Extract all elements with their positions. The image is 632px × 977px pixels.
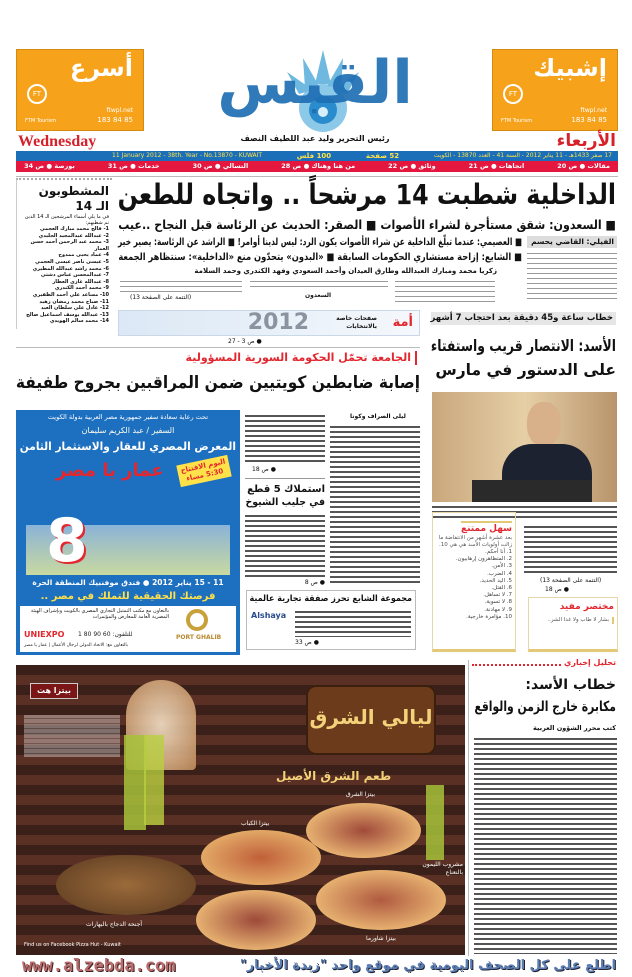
expo-patron: تحت رعاية سعادة سفير جمهورية مصر العربية بدولة الكويت (47, 413, 209, 421)
assad-kicker: خطاب ساعة و45 دقيقة بعد احتجاب 7 أشهر (431, 312, 616, 325)
expo-slogan: عمار يا مصر (56, 460, 164, 481)
ad-left-word: أسرع (69, 54, 133, 82)
divider (16, 176, 618, 177)
banner-brand: أمة (392, 315, 413, 330)
pizza-hut-logo: بيتزا هت (30, 683, 78, 699)
land-headline: في جليب الشيوخ (245, 497, 325, 508)
price: 100 فلس (296, 152, 332, 160)
alshaya-body-text (295, 609, 411, 637)
port-ghalib-emblem-icon (186, 609, 208, 631)
menu-label: بيتزا الكباب (241, 820, 270, 827)
menu-label: مشروب الليمون بالنعناع (422, 861, 463, 876)
land-body-text (245, 513, 325, 579)
pizza-image (306, 803, 421, 858)
elections-banner[interactable] (118, 310, 420, 336)
pizza-image (316, 870, 446, 930)
list-item: 12- عادل علي سلطان العيد (40, 305, 109, 312)
list-item: 2. المتظاهرون إرهابيون. (455, 556, 512, 563)
easy-intro: بعد عشرة أشهر من الانتفاضة ما زالت أولويات الأسد هي هي 10. (438, 535, 512, 548)
pizza-ad-tagline: طعم الشرق الأصيل (276, 769, 392, 783)
expo-tagline: فرصتك الحقيقية للتملك في مصر .. (40, 591, 216, 602)
alshaya-headline: مجموعة الشايع تحرز صفقة تجارية عالمية (249, 594, 412, 604)
list-item: 6. القتل. (491, 585, 512, 592)
lead-subheadline: ■ العصيمي: عندما تبلّغ الداخلية عن شراء الأصوات يكون الرد: ليس لدينا أوامر! ■ الراشد عن الرئاسة: يصير خير (118, 237, 522, 248)
struck-box (16, 178, 112, 329)
newspaper-name: القبس (217, 48, 413, 118)
ad-right-word: إشبيك (533, 54, 607, 82)
ad-left[interactable] (16, 49, 144, 131)
lead-body-text (120, 278, 242, 292)
footer-promo-text: اطلع على كل الصحف اليومية في موقع واحد "زبدة الأخبار" (239, 958, 616, 973)
analysis-body-text (474, 736, 617, 954)
page-ref[interactable]: ● ص 18 (252, 466, 276, 473)
facebook-link[interactable]: Find us on Facebook Pizza Hut - Kuwait (24, 942, 121, 948)
assad-photo (432, 392, 617, 502)
pizza-ad-title: ليالي الشرق (309, 705, 433, 729)
struck-title: المشطوبون (38, 184, 109, 198)
ad-right-site: ftwpl.net (580, 107, 607, 114)
banner-page-ref[interactable]: ● ص 3 - 27 (228, 338, 262, 345)
list-item: 14- محمد سالم الهويدي (49, 318, 109, 325)
pizza-image (196, 890, 316, 950)
list-item: 3- محمد عبد الرحمن أحمد حسن العمار (30, 239, 109, 252)
list-item: 5- عيسى ناصر عيسى العجمي (35, 258, 109, 265)
easy-title: سهل ممتنع (461, 521, 512, 535)
brief-title: مختصر مفيد (559, 602, 614, 612)
section-link[interactable]: اتجاهات ● ص 21 (468, 162, 525, 170)
expo-phone: للتلفون: 60 90 80 1 (78, 631, 133, 638)
list-item: 11- صباح محمد رمضان زهيد (39, 298, 109, 305)
lead-byline: زكريا محمد ومبارك العبدالله وطارق العيدان وأحمد السعودي وفهد الكندري وحمد السلامة (194, 267, 497, 275)
ad-left-brand: FTM Tourism (25, 118, 57, 124)
alshaya-story (246, 590, 416, 650)
page-count: 52 صفحة (365, 152, 400, 160)
uniexpo-logo: UNIEXPO (24, 630, 65, 639)
continued-link[interactable]: (التتمة على الصفحة 13) (540, 577, 602, 584)
easy-box (432, 512, 516, 652)
port-ghalib-logo: PORT GHALIB (176, 634, 222, 641)
lead-headline: الداخلية شطبت 14 مرشحاً .. واتجاه للطعن (117, 178, 616, 211)
footer-site-link[interactable]: www.alzebda.com (22, 956, 176, 976)
section-link[interactable]: من هنا وهناك ● ص 28 (281, 162, 356, 170)
column-divider (468, 660, 469, 956)
list-item: 2- عبدالله عبدالمجيد الجليدي (38, 232, 109, 239)
date-english: 11 January 2012 - 38th. Year - No.13870 - KUWAIT (112, 152, 263, 159)
section-link[interactable]: بورصة ● ص 34 (24, 162, 75, 170)
brief-box (528, 597, 618, 652)
list-item: 1- فالح محمد مبارك العجمي (40, 226, 109, 232)
syria-byline: ليلى الصراف وكونا (350, 413, 406, 420)
day-english: Wednesday (18, 133, 97, 150)
pizza-image (201, 830, 321, 885)
list-item: 13- عبدالله يوسف اسماعيل صالح (26, 311, 109, 318)
expo-dates: 11 - 15 يناير 2012 ● فندق موفنبيك المنطقة الحرة (32, 578, 224, 587)
feili-story (527, 236, 617, 302)
assad-body-text (524, 524, 617, 576)
ft-logo-icon: FT (27, 84, 47, 104)
section-link[interactable]: مقالات ● ص 20 (557, 162, 610, 170)
divider (16, 347, 420, 348)
divider (472, 664, 572, 666)
analysis-author: كتب محرر الشؤون العربية (533, 724, 616, 732)
ad-left-site: ftwpl.net (106, 107, 133, 114)
list-item: 8- عبدالله غازي العطار (52, 278, 109, 285)
banner-year: 2012 (247, 310, 309, 335)
list-item: 10- مساعد علي أحمد الظفيري (32, 291, 109, 298)
editor-line: رئيس التحرير وليد عبد اللطيف النصف (240, 134, 390, 143)
analysis-headline: مكابرة خارج الزمن والواقع (474, 699, 616, 715)
lead-subheadline: ■ الشايع: إزاحة مستشاري الحكومات السابقة ■ «البدون» يتحدّون منع «الداخلية»: سنتظاهر الجمعة (118, 252, 523, 263)
ad-left-phone: 183 84 85 (97, 116, 133, 124)
syria-body-text (330, 424, 420, 586)
easy-list (436, 549, 512, 621)
analysis-label: تحليل إخباري (564, 658, 616, 667)
analysis-headline: خطاب الأسد: (525, 677, 616, 693)
list-item: 7- عبدالمحسن عباس دشتي (40, 272, 109, 279)
struck-intro: في ما يلي أسماء المرشحين الـ 14 الذين تم شطبهم: (24, 214, 109, 226)
page-ref[interactable]: ● ص 8 (304, 579, 325, 586)
drink-glass-image (144, 735, 164, 825)
list-item: 4- عماد يحيى ممدوح (58, 252, 109, 259)
sections-bar (16, 161, 618, 172)
list-item: 8. لا تسوية. (484, 599, 512, 606)
menu-label: بيتزا الشرق (346, 791, 375, 798)
brief-text: بشار لا طاب ولا غدا الشر.. (532, 617, 614, 624)
list-item: 9- محمد أحمد الكندري (54, 285, 109, 292)
assad-headline: على الدستور في مارس (435, 361, 616, 379)
ad-right[interactable] (492, 49, 618, 131)
assad-headline: الأسد: الانتصار قريب واستفتاء (430, 337, 616, 355)
struck-title-number: الـ 14 (75, 199, 109, 213)
pizza-ad-text (24, 715, 120, 757)
drink-glass-image (124, 735, 146, 830)
banner-label: صفحات خاصة بالانتخابات (336, 315, 377, 330)
land-headline: استملاك 5 قطع (247, 484, 325, 495)
ad-right-phone: 183 84 85 (571, 116, 607, 124)
syria-body-text (245, 413, 325, 463)
expo-cooperation: بالتعاون مع مكتب التمثيل التجاري المصري بالكويت وبإشراف الهيئة المصرية العامة للمعارض والمؤتمرات (30, 608, 169, 620)
saadoun-label: السعدون (305, 292, 332, 299)
alshaya-logo: Alshaya (251, 611, 287, 620)
date-bar (16, 151, 618, 161)
struck-list (20, 226, 109, 325)
lead-body-text (395, 278, 495, 302)
section-link[interactable]: التسالي ● ص 30 (192, 162, 249, 170)
drink-glass-image (426, 785, 444, 860)
land-story (245, 478, 325, 588)
list-item: 10. مؤامرة خارجية. (466, 613, 512, 620)
day-arabic: الأربعاء (556, 131, 616, 151)
masthead-logo (195, 40, 435, 132)
expo-sponsors (20, 606, 236, 652)
date-arabic: 17 صفر 1433هـ - 11 يناير 2012 - السنة 41 - العدد 13870 - الكويت (433, 152, 612, 159)
list-item: 4. الضرب. (487, 570, 512, 577)
feili-title: الفيلي: القاضي يحسم (527, 236, 617, 248)
lead-subheadline: ■ السعدون: شقق مستأجرة لشراء الأصوات ■ الصقر: الحديث عن الرئاسة قبل النجاح ..عيب (118, 217, 617, 232)
list-item: 6- محمد راشد عبدالله المطيري (32, 265, 109, 272)
ad-right-brand: FTM Tourism (501, 118, 533, 124)
syria-headline: إصابة ضابطين كويتيين ضمن المراقبين بجروح طفيفة (15, 373, 421, 393)
page-ref[interactable]: ● ص 33 (295, 639, 319, 646)
syria-kicker: الجامعة تحمّل الحكومة السورية المسؤولية (117, 351, 417, 365)
list-item: 7. لا تساهل. (483, 592, 512, 599)
expo-ambassador: السفير / عبد الكريم سليمان (81, 426, 175, 435)
wings-plate-image (56, 855, 196, 915)
lead-body-text (250, 278, 388, 288)
list-item: 5. اليد الحديد. (479, 577, 512, 584)
list-item: 1. أنا أحكم. (485, 549, 512, 555)
expo-title: المعرض المصري للعقار والاستثمار الثامن (19, 440, 237, 453)
expo-opening: اليوم الافتتاح 5:30 مساء (176, 455, 231, 487)
expo-number: 8 (46, 506, 88, 576)
ft-logo-icon: FT (503, 84, 523, 104)
list-item: 9. لا مهادنة. (484, 606, 512, 613)
expo-ad[interactable] (16, 410, 240, 655)
section-link[interactable]: وثائق ● ص 22 (388, 162, 436, 170)
menu-label: أجنحة الدجاج بالبهارات (86, 921, 143, 928)
section-link[interactable]: خدمات ● ص 31 (107, 162, 160, 170)
continued-link[interactable]: (التتمة على الصفحة 13) (130, 294, 192, 301)
menu-label: بيتزا شاورما (366, 935, 396, 942)
expo-footer: بالتعاون مع: الاتحاد الدولي لرجال الأعمال | عمار يا مصر (24, 643, 128, 648)
list-item: 3. الأمن. (491, 563, 512, 570)
feili-body-text (527, 250, 617, 302)
page-ref[interactable]: ● ص 18 (545, 586, 569, 593)
pizza-hut-ad[interactable] (16, 665, 465, 955)
